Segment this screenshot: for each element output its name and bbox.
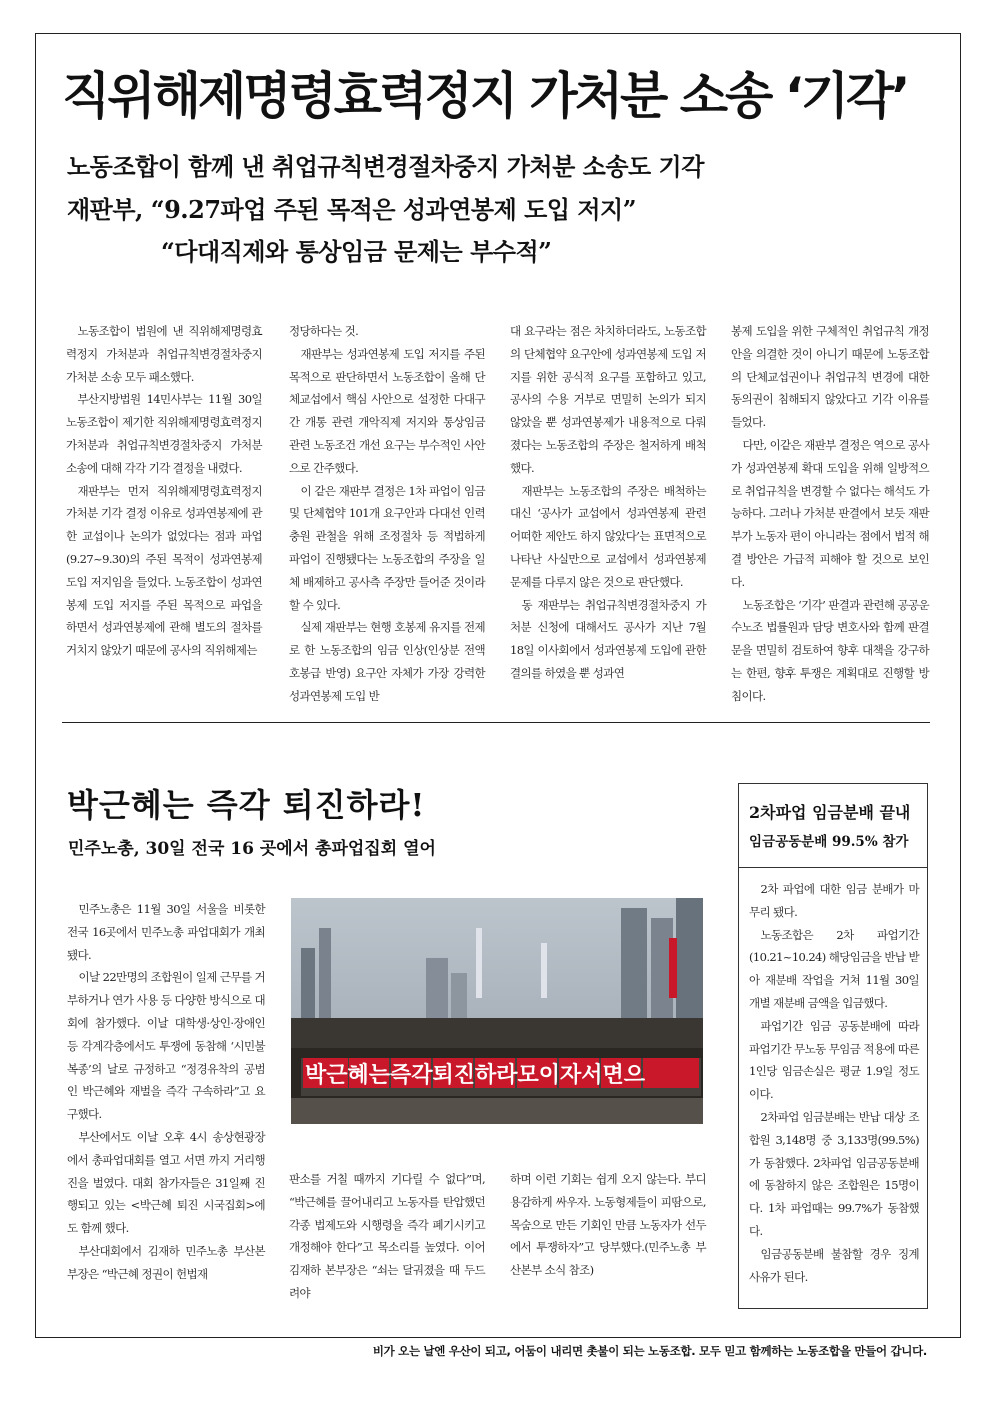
paragraph: 재판부는 성과연봉제 도입 저지를 주된 목적으로 판단하면서 노동조합이 올해 단체교섭에서 핵심 사안으로 설정한 다대구간 개통 관련 개악직제 저지와 통상임금 관련 노동조건 개선 요구는 부수적인 사안으로 간주했다. (289, 346, 485, 475)
sidebar-box (738, 783, 928, 1309)
paragraph: 동 재판부는 취업규칙변경절차중지 가처분 신청에 대해서도 공사가 지난 7월 18일 이사회에서 성과연봉제 도입에 관한 결의를 하였을 뿐 성과연 (510, 597, 706, 680)
paragraph: 정당하다는 것. (289, 324, 359, 338)
sidebox-subtitle: 임금공동분배 99.5% 참가 (749, 834, 909, 850)
headline: 직위해제명령효력정지 가처분 소송 ‘기각’ (62, 67, 908, 125)
banner-text: 박근혜는즉각퇴진하라모이자서면으 (305, 1063, 646, 1088)
sidebox-title: 2차파업 임금분배 끝내 (749, 803, 911, 822)
subheadline-2: 재판부, “9.27파업 주된 목적은 성과연봉제 도입 저지” (67, 195, 637, 224)
footer-slogan: 비가 오는 날엔 우산이 되고, 어둠이 내리면 촛불이 되는 노동조합. 모두 믿고 함께하는 노동조합을 만들어 갑니다. (372, 1344, 927, 1358)
paragraph: 다만, 이같은 재판부 결정은 역으로 공사가 성과연봉제 확대 도입을 위해 일방적으로 취업규칙을 변경할 수 없다는 해석도 가능하다. 그러나 가처분 판결에서 보듯 재판부가 노동자 편이 아니라는 점에서 법적 해결 방안은 가급적 피해야 할 것으로 보인다. (731, 437, 929, 589)
article1-column-3 (510, 320, 706, 685)
paragraph: 실제 재판부는 현행 호봉제 유지를 전제로 한 노동조합의 임금 인상(인상분 전액 호봉급 반영) 요구안 자체가 가장 강력한 성과연봉제 도입 반 (289, 620, 485, 703)
paragraph: 이 같은 재판부 결정은 1차 파업이 임금 및 단체협약 101개 요구안과 다대선 인력충원 관철을 위해 조정절차 등 적법하게 파업이 진행됐다는 노동조합의 주장을 일체 배제하고 공사측 주장만 들어준 것이라 할 수 있다. (289, 483, 485, 612)
paragraph: 이날 22만명의 조합원이 일제 근무를 거부하거나 연가 사용 등 다양한 방식으로 대회에 참가했다. 이날 대학생·상인·장애인 등 각계각층에서도 투쟁에 동참해 ‘시민불복종’의 날로 규정하고 “정경유착의 공범인 박근혜와 재벌을 즉각 구속하라”고 요구했다. (67, 970, 265, 1122)
paragraph: 봉제 도입을 위한 구체적인 취업규칙 개정안을 의결한 것이 아니기 때문에 노동조합의 단체교섭권이나 취업규칙 변경에 대한 동의권이 침해되지 않았다고 기각 이유를 들었다. (731, 324, 929, 430)
sidebox-body (749, 878, 919, 1288)
paragraph: 민주노총은 11월 30일 서울을 비롯한 전국 16곳에서 민주노총 파업대회가 개최됐다. (67, 902, 265, 962)
paragraph: 부산에서도 이날 오후 4시 송상현광장에서 총파업대회를 열고 서면 까지 거리행진을 벌였다. 대회 참가자들은 31일째 진행되고 있는 <박근혜 퇴진 시국집회>에도 함께 했다. (67, 1129, 265, 1236)
article2-headline: 박근혜는 즉각 퇴진하라! (67, 786, 426, 824)
sidebox-rule (739, 867, 927, 868)
paragraph: 판소를 거칠 때까지 기다릴 수 없다”며, “박근혜를 끌어내리고 노동자를 탄압했던 각종 법제도와 시행령을 즉각 폐기시키고 개정해야 한다”고 목소리를 높였다. 이어 김재하 본부장은 “쇠는 달궈졌을 때 두드려야 (289, 1172, 485, 1300)
subheadline-3: “다대직제와 통상임금 문제는 부수적” (161, 237, 552, 266)
section-divider (62, 722, 930, 723)
paragraph: 부산지방법원 14민사부는 11월 30일 노동조합이 제기한 직위해제명령효력정지 가처분과 취업규칙변경절차중지 가처분 소송에 대해 각각 기각 결정을 내렸다. (66, 392, 262, 475)
rally-photo-graphic (291, 898, 703, 1124)
article1-column-1 (66, 320, 262, 662)
paragraph: 재판부는 노동조합의 주장은 배척하는 대신 ‘공사가 교섭에서 성과연봉제 관련 어떠한 제안도 하지 않았다’는 표면적으로 나타난 사실만으로 교섭에서 성과연봉제 문제를 다루지 않은 것으로 판단했다. (510, 483, 706, 589)
paragraph: 노동조합이 법원에 낸 직위해제명령효력정지 가처분과 취업규칙변경절차중지 가처분 소송 모두 패소했다. (66, 324, 262, 384)
article1-column-4 (731, 320, 929, 708)
paragraph: 하며 이런 기회는 쉽게 오지 않는다. 부디 용감하게 싸우자. 노동형제들이 피땀으로, 목숨으로 만든 기회인 만큼 노동자가 선두에서 투쟁하자”고 당부했다.(민주노총 부산본부 소식 참조) (510, 1172, 706, 1278)
paragraph: 노동조합은 ‘기각’ 판결과 관련해 공공운수노조 법률원과 담당 변호사와 함께 판결문을 면밀히 검토하여 향후 대책을 강구하는 한편, 향후 투쟁은 계획대로 진행할 방침이다. (731, 597, 929, 703)
article2-column-3 (510, 1168, 706, 1282)
paragraph: 재판부는 먼저 직위해제명령효력정지 가처분 기각 결정 이유로 성과연봉제에 관한 교섭이나 논의가 없었다는 점과 파업(9.27~9.30)의 주된 목적이 성과연봉제 도입 저지임을 들었다. 노동조합이 성과연봉제 도입 저지를 주된 목적으로 파업을 하면서 성과연봉제에 관해 별도의 절차를 거치지 않았기 때문에 공사의 직위해제는 (66, 483, 262, 658)
article2-column-1 (67, 898, 265, 1286)
subheadline-1: 노동조합이 함께 낸 취업규칙변경절차중지 가처분 소송도 기각 (67, 152, 704, 181)
paragraph: 노동조합은 2차 파업기간(10.21~10.24) 해당임금을 반납 받아 재분배 작업을 거쳐 11월 30일 개별 재분배 금액을 입금했다. (749, 927, 919, 1010)
paragraph: 파업기간 임금 공동분배에 따라 파업기간 무노동 무임금 적용에 따른 1인당 임금손실은 평균 1.9일 정도이다. (749, 1018, 919, 1102)
article2-column-2 (289, 1168, 485, 1305)
article1-column-2 (289, 320, 485, 708)
paragraph: 부산대회에서 김재하 민주노총 부산본부장은 “박근혜 정권이 헌법재 (67, 1243, 265, 1281)
paragraph: 임금공동분배 불참할 경우 징계 사유가 된다. (749, 1246, 919, 1284)
paragraph: 대 요구라는 점은 차치하더라도, 노동조합의 단체협약 요구안에 성과연봉제 도입 저지를 위한 공식적 요구를 포함하고 있고, 공사의 수용 거부로 면밀히 논의가 되지 않았을 뿐 성과연봉제가 내용적으로 다뤄졌다는 노동조합의 주장은 철저하게 배척했다. (510, 324, 706, 475)
rally-photo (291, 898, 703, 1124)
paragraph: 2차 파업에 대한 임금 분배가 마무리 됐다. (749, 882, 919, 919)
article2-subheadline: 민주노총, 30일 전국 16 곳에서 총파업집회 열어 (68, 839, 436, 859)
paragraph: 2차파업 임금분배는 반납 대상 조합원 3,148명 중 3,133명(99.5%)가 동참했다. 2차파업 임금공동분배에 동참하지 않은 조합원은 15명이다. 1차 파업때는 99.7%가 동참했다. (749, 1109, 919, 1238)
